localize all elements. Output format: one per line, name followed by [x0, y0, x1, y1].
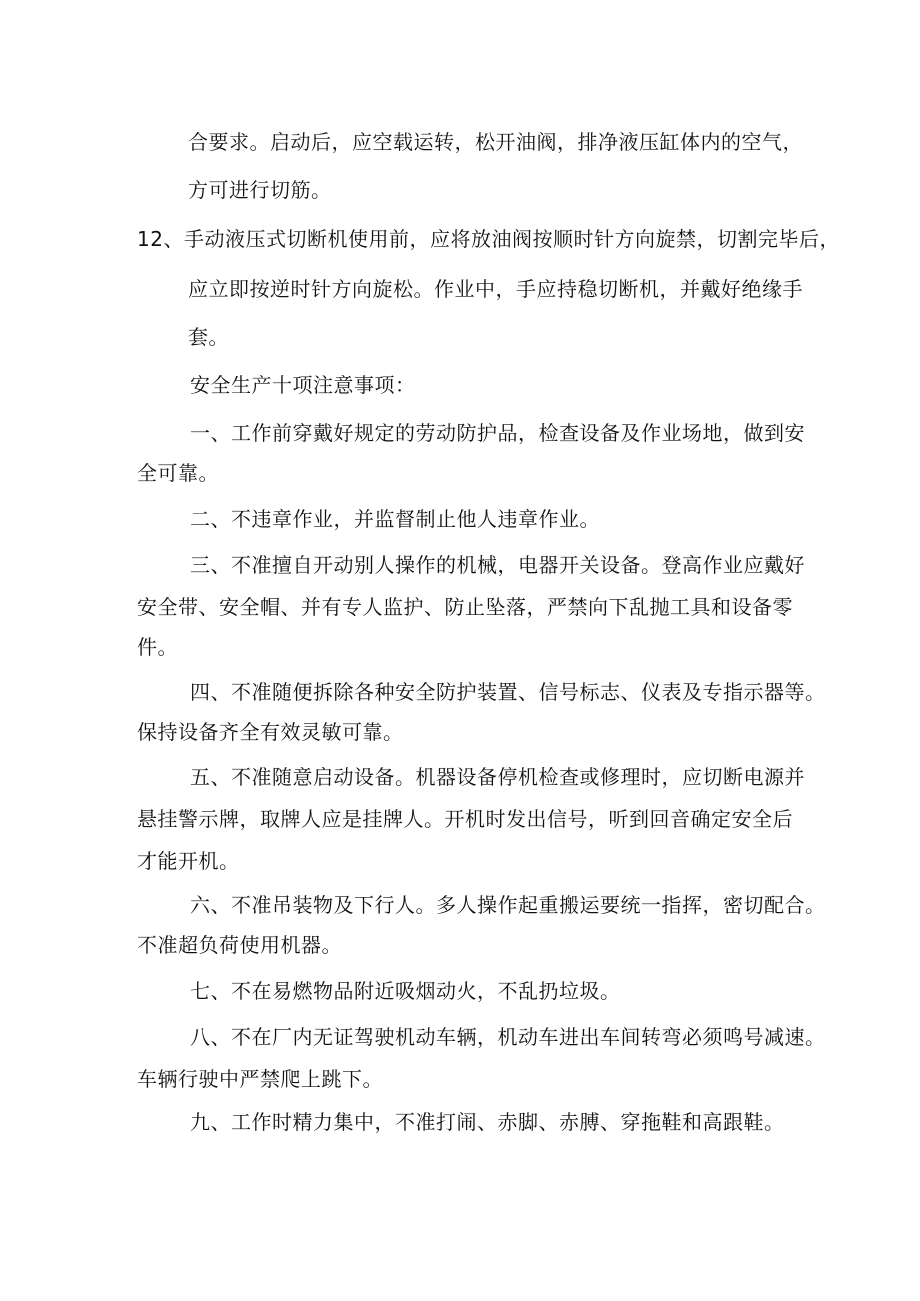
rule-1-line1: 一、工作前穿戴好规定的劳动防护品，检查设备及作业场地，做到安: [190, 421, 805, 445]
rule-1-line2: 全可靠。: [137, 461, 219, 485]
rule-7-line1: 七、不在易燃物品附近吸烟动火，不乱扔垃圾。: [190, 979, 621, 1003]
rule-3-line1: 三、不准擅自开动别人操作的机械，电器开关设备。登高作业应戴好: [190, 553, 805, 577]
item12-line2: 应立即按逆时针方向旋松。作业中，手应持稳切断机，并戴好绝缘手: [188, 277, 803, 301]
rule-8-line1: 八、不在厂内无证驾驶机动车辆，机动车进出车间转弯必须鸣号减速。: [190, 1025, 826, 1049]
rule-3-line3: 件。: [137, 635, 178, 659]
item12-line3: 套。: [188, 325, 229, 349]
safety-heading: 安全生产十项注意事项：: [190, 373, 416, 397]
item11-line2: 方可进行切筋。: [188, 178, 332, 202]
rule-4-line1: 四、不准随便拆除各种安全防护装置、信号标志、仪表及专指示器等。: [190, 680, 826, 704]
rule-2-line1: 二、不违章作业，并监督制止他人违章作业。: [190, 507, 600, 531]
rule-4-line2: 保持设备齐全有效灵敏可靠。: [137, 720, 404, 744]
rule-5-line1: 五、不准随意启动设备。机器设备停机检查或修理时，应切断电源并: [190, 765, 805, 789]
rule-9-line1: 九、工作时精力集中，不准打闹、赤脚、赤膊、穿拖鞋和高跟鞋。: [190, 1110, 785, 1134]
rule-6-line1: 六、不准吊装物及下行人。多人操作起重搬运要统一指挥，密切配合。: [190, 893, 826, 917]
rule-5-line2: 悬挂警示牌，取牌人应是挂牌人。开机时发出信号，听到回音确定安全后: [137, 807, 793, 831]
item12-line1: 12、手动液压式切断机使用前，应将放油阀按顺时针方向旋禁，切割完毕后，: [137, 227, 840, 251]
item11-line1: 合要求。启动后，应空载运转，松开油阀，排净液压缸体内的空气，: [188, 130, 803, 154]
rule-6-line2: 不准超负荷使用机器。: [137, 933, 342, 957]
rule-5-line3: 才能开机。: [137, 849, 240, 873]
rule-3-line2: 安全带、安全帽、并有专人监护、防止坠落，严禁向下乱抛工具和设备零: [137, 595, 793, 619]
rule-8-line2: 车辆行驶中严禁爬上跳下。: [137, 1067, 383, 1091]
